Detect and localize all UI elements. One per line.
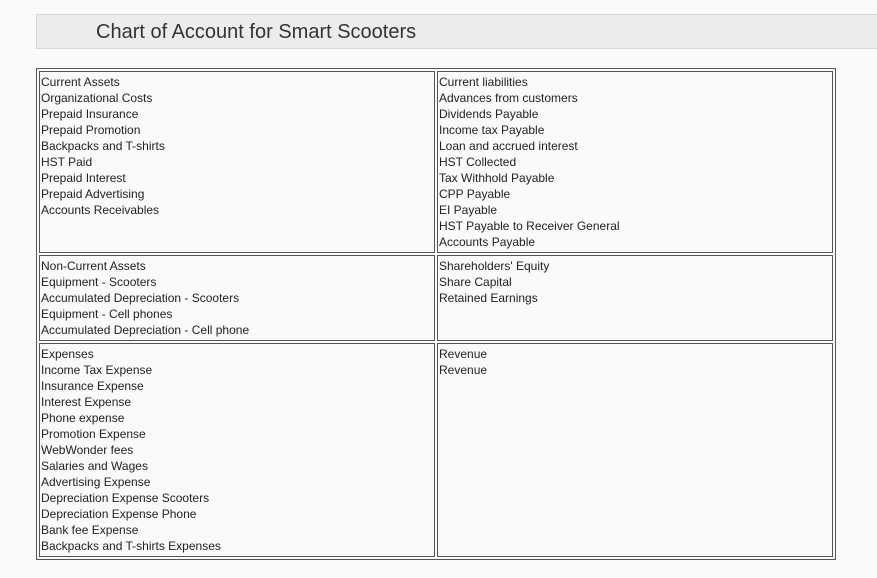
- account-item: Dividends Payable: [439, 107, 539, 121]
- account-item: Prepaid Promotion: [41, 123, 141, 137]
- account-item: Loan and accrued interest: [439, 139, 578, 153]
- account-item: Promotion Expense: [41, 427, 146, 441]
- chart-of-accounts-table: [36, 68, 836, 560]
- account-item: Revenue: [439, 363, 488, 377]
- table-row: [39, 255, 833, 341]
- account-item: Depreciation Expense Phone: [41, 507, 197, 521]
- account-item: Tax Withhold Payable: [439, 171, 555, 185]
- account-item: Accumulated Depreciation - Cell phone: [41, 323, 250, 337]
- account-item: Salaries and Wages: [41, 459, 148, 473]
- account-item: Backpacks and T-shirts: [41, 139, 165, 153]
- account-item: Prepaid Insurance: [41, 107, 139, 121]
- section-shareholders-equity: [437, 255, 833, 341]
- account-item: Income Tax Expense: [41, 363, 153, 377]
- section-heading: Revenue: [439, 347, 488, 361]
- account-item: Accumulated Depreciation - Scooters: [41, 291, 240, 305]
- section-expenses: [39, 343, 435, 557]
- table-row: [39, 343, 833, 557]
- section-heading: Current liabilities: [439, 75, 528, 89]
- account-item: Equipment - Cell phones: [41, 307, 173, 321]
- account-item: Advertising Expense: [41, 475, 151, 489]
- account-item: HST Payable to Receiver General: [439, 219, 620, 233]
- section-current-assets: [39, 71, 435, 253]
- account-item: WebWonder fees: [41, 443, 134, 457]
- account-item: Accounts Payable: [439, 235, 536, 249]
- account-item: Share Capital: [439, 275, 512, 289]
- account-item: Organizational Costs: [41, 91, 153, 105]
- account-item: Bank fee Expense: [41, 523, 139, 537]
- table-row: [39, 71, 833, 253]
- section-revenue: [437, 343, 833, 557]
- section-heading: Non-Current Assets: [41, 259, 146, 273]
- account-item: Retained Earnings: [439, 291, 538, 305]
- page-header: [36, 14, 877, 49]
- section-non-current-assets: [39, 255, 435, 341]
- account-item: Phone expense: [41, 411, 125, 425]
- account-item: HST Paid: [41, 155, 93, 169]
- account-item: Income tax Payable: [439, 123, 545, 137]
- account-item: Advances from customers: [439, 91, 578, 105]
- account-item: Equipment - Scooters: [41, 275, 157, 289]
- account-item: Accounts Receivables: [41, 203, 160, 217]
- account-item: Prepaid Advertising: [41, 187, 145, 201]
- section-heading: Shareholders' Equity: [439, 259, 550, 273]
- section-heading: Current Assets: [41, 75, 120, 89]
- account-item: Prepaid Interest: [41, 171, 126, 185]
- account-item: CPP Payable: [439, 187, 511, 201]
- account-item: HST Collected: [439, 155, 517, 169]
- section-heading: Expenses: [41, 347, 94, 361]
- account-item: EI Payable: [439, 203, 498, 217]
- page-title: Chart of Account for Smart Scooters: [96, 21, 417, 43]
- account-item: Insurance Expense: [41, 379, 144, 393]
- account-item: Depreciation Expense Scooters: [41, 491, 210, 505]
- account-item: Interest Expense: [41, 395, 132, 409]
- account-item: Backpacks and T-shirts Expenses: [41, 539, 221, 553]
- section-current-liabilities: [437, 71, 833, 253]
